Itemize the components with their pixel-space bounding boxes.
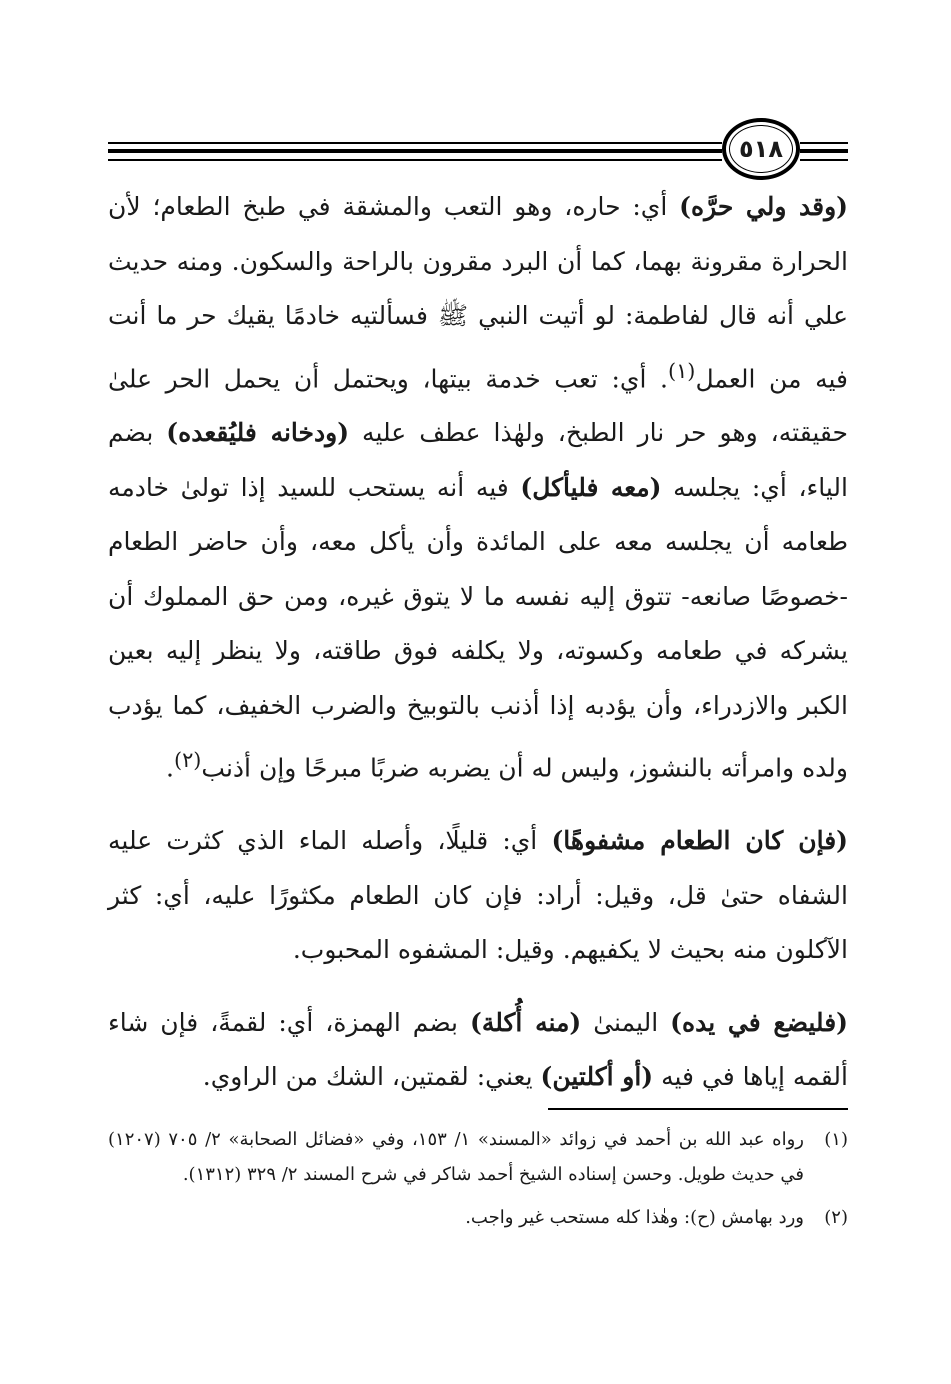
header-rule-thin-bottom bbox=[108, 159, 722, 161]
page-number-badge bbox=[722, 118, 800, 180]
quoted-phrase: (ودخانه فليُقعده) bbox=[166, 418, 350, 448]
footnote-ref-2: (٢) bbox=[173, 748, 202, 773]
header-rule-right-thin-top bbox=[800, 142, 848, 144]
header-rule-thick bbox=[108, 149, 722, 153]
paragraph-text: أي: قليلًا، وأصله الماء الذي كثرت عليه الشفاه حتىٰ قل، وقيل: أراد: فإن كان الطعام مكثورًا عليه، أي: كثر الآكلون منه بحيث لا يكفيهم. وقيل: المشفوه المحبوب. bbox=[108, 826, 848, 965]
footnote-ref-1: (١) bbox=[667, 358, 696, 383]
page-number: ٥١٨ bbox=[729, 125, 793, 173]
footnote-2 bbox=[108, 1200, 848, 1235]
paragraph-text: فيه أنه يستحب للسيد إذا تولىٰ خادمه طعامه أن يجلسه معه على المائدة وأن يأكل معه، وأن حاضر الطعام -خصوصًا صانعه- تتوق إليه نفسه ما لا يتوق غيره، ومن حق المملوك أن يشركه في طعامه وكسوته، ولا يكلفه فوق طاقته، ولا ينظر إليه بعين الكبر والازدراء، وأن يؤدبه إذا أذنب بالتوبيخ والضرب الخفيف، كما يؤدب ولده وامرأته بالنشوز، وليس له أن يضربه ضربًا مبرحًا وإن أذنب bbox=[108, 472, 848, 783]
footnote-text: رواه عبد الله بن أحمد في زوائد «المسند» ١/ ١٥٣، وفي «فضائل الصحابة» ٢/ ٧٠٥ (١٢٠٧) في حديث طويل. وحسن إسناده الشيخ أحمد شاكر في شرح المسند ٢/ ٣٢٩ (١٣١٢). bbox=[108, 1129, 804, 1185]
footnote-1 bbox=[108, 1122, 848, 1192]
footnote-number: (١) bbox=[824, 1129, 848, 1150]
paragraph-text: يعني: لقمتين، الشك من الراوي. bbox=[202, 1062, 541, 1092]
quoted-phrase: (أو أكلتين) bbox=[540, 1062, 654, 1092]
footnote-number: (٢) bbox=[824, 1207, 848, 1228]
quoted-phrase: (منه أُكلة) bbox=[469, 1007, 582, 1037]
paragraph-text: بضم الياء، أي: يجلسه bbox=[108, 418, 848, 502]
paragraph-text: بضم الهمزة، أي: لقمةً، فإن شاء ألقمه إياها في فيه bbox=[108, 1007, 848, 1092]
quoted-phrase: (فليضع في يده) bbox=[670, 1007, 848, 1037]
footnote-separator bbox=[548, 1108, 848, 1110]
footnote-text: ورد بهامش (ح): وهٰذا كله مستحب غير واجب. bbox=[465, 1207, 804, 1228]
quoted-phrase: (وقد ولي حرَّه) bbox=[679, 192, 848, 221]
main-text bbox=[108, 180, 848, 1105]
paragraph-3 bbox=[108, 996, 848, 1105]
paragraph-1 bbox=[108, 180, 848, 796]
quoted-phrase: (معه فليأكل) bbox=[520, 472, 662, 502]
paragraph-text: اليمنىٰ bbox=[581, 1007, 671, 1037]
paragraph-text: . أي: تعب خدمة بيتها، ويحتمل أن يحمل الحر علىٰ حقيقته، وهو حر نار الطبخ، ولهٰذا عطف عليه bbox=[108, 363, 848, 448]
paragraph-text: أي: حاره، وهو التعب والمشقة في طبخ الطعام؛ لأن الحرارة مقرونة بهما، كما أن البرد مقرون بالراحة والسكون. ومنه حديث علي أنه قال لفاطمة: لو أتيت النبي ﷺ فسألتيه خادمًا يقيك حر ما أنت فيه من العمل bbox=[108, 192, 848, 393]
footnotes bbox=[108, 1122, 848, 1235]
header-rule-right-thin-bottom bbox=[800, 159, 848, 161]
header-rule-thin-top bbox=[108, 142, 722, 144]
paragraph-text: . bbox=[166, 753, 174, 783]
header-rule-right-thick bbox=[800, 149, 848, 153]
paragraph-2 bbox=[108, 814, 848, 978]
quoted-phrase: (فإن كان الطعام مشفوهًا) bbox=[551, 826, 848, 856]
